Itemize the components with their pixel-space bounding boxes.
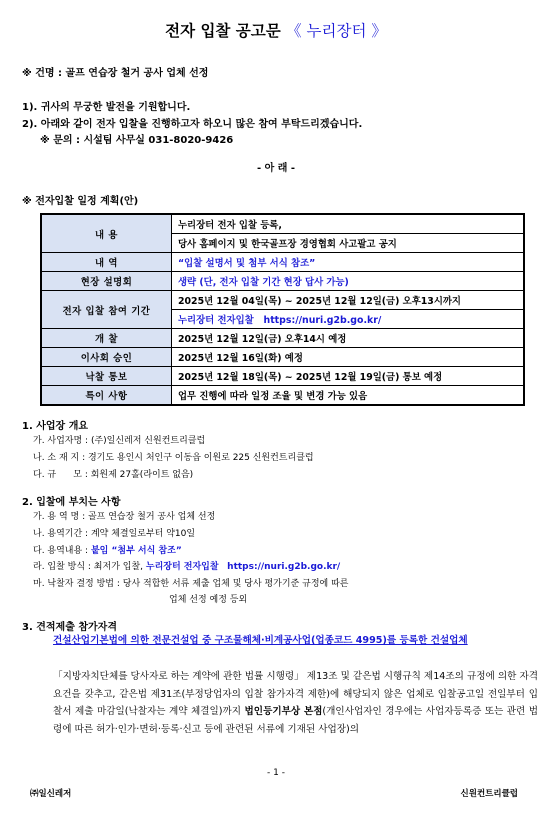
footer-company: ㈜일신레저: [30, 789, 72, 799]
period-line-1: 2025년 12월 04일(목) ~ 2025년 12월 12일(금) 오후13시까지: [172, 291, 525, 310]
section1-item-location: 나. 소 재 지 : 경기도 용인시 처인구 이동읍 이원로 225 신원컨트리클럽: [33, 453, 314, 463]
content-prefix: 다. 용역내용 :: [33, 546, 91, 556]
board-label: 이사회 승인: [41, 348, 172, 367]
notice-value: 2025년 12월 18일(목) ~ 2025년 12월 19일(금) 통보 예정: [172, 367, 525, 386]
title-accent: 《 누리장터 》: [286, 22, 387, 40]
case-name: ※ 건명 : 골프 연습장 철거 공사 업체 선정: [22, 68, 209, 79]
page-number: - 1 -: [267, 768, 285, 778]
content-line-2: 당사 홈페이지 및 한국골프장 경영협회 사고팔고 공지: [172, 234, 525, 253]
paragraph-part-2: (개인사업자인 경우에는 사업자등록증 또는 관련 법령에 따른 허가·인가·면허·등록·신고 등에 관련된 서류에 기재된 사업장)의: [53, 706, 539, 735]
table-row: [41, 386, 524, 406]
table-row: [41, 329, 524, 348]
nuri-label: 누리장터 전자입찰: [178, 315, 254, 326]
qualification-requirement: 건설산업기본법에 의한 전문건설업 중 구조물해체·비계공사업(업종코드 4995)를 등록한 건설업체: [53, 635, 468, 646]
table-row: [41, 348, 524, 367]
content-attachment: 붙임 “첨부 서식 참조”: [90, 546, 182, 556]
opening-value: 2025년 12월 12일(금) 오후14시 예정: [172, 329, 525, 348]
paragraph-part-1: 「지방자치단체를 당사자로 하는 계약에 관한 법률 시행령」 제13조 및 같은법 시행규칙 제14조의 규정에 의한 자격요건을 갖추고, 같은법 제31조(부정당업자의 입찰 참가자격 제한)에 해당되지 않은 업체로 입찰공고일 전일부터 입찰서 제출 마감일(낙찰자는 계약 체결일)까지: [53, 671, 538, 718]
special-label: 특이 사항: [41, 386, 172, 406]
section1-heading: 1. 사업장 개요: [22, 421, 89, 432]
footer-club: 신원컨트리클럽: [460, 789, 518, 799]
section2-item-method: [33, 559, 340, 572]
nuri-link[interactable]: https://nuri.g2b.go.kr/: [263, 315, 382, 326]
table-row: [41, 214, 524, 234]
content-line-1: 누리장터 전자 입찰 등록,: [172, 214, 525, 234]
section3-heading: 3. 견적제출 참가자격: [22, 622, 117, 633]
section2-item-decision-1: 마. 낙찰자 결정 방법 : 당사 적합한 서류 제출 업체 및 당사 평가기준 규정에 따른: [33, 579, 349, 589]
paragraph-bold: 법인등기부상 본점: [244, 706, 323, 718]
section2-item-content: [33, 543, 182, 556]
table-row: [41, 291, 524, 310]
site-label: 현장 설명회: [41, 272, 172, 291]
task-value: “입찰 설명서 및 첨부 서식 참조”: [172, 253, 525, 272]
section1-item-scale: 다. 규 모 : 회원제 27홀(라이트 없음): [33, 470, 194, 480]
section2-item-period: 나. 용역기간 : 계약 체결일로부터 약10일: [33, 529, 196, 539]
section1-item-name: 가. 사업자명 : (주)일신레저 신원컨트리클럽: [33, 436, 206, 446]
schedule-table: [40, 213, 525, 406]
table-row: [41, 253, 524, 272]
qualification-paragraph: [53, 668, 538, 738]
table-row: [41, 272, 524, 291]
content-label: 내 용: [41, 214, 172, 253]
method-nuri: 누리장터 전자입찰: [145, 562, 219, 572]
title-main: 전자 입찰 공고문: [165, 22, 281, 40]
greeting-1: 1). 귀사의 무궁한 발전을 기원합니다.: [22, 102, 191, 113]
period-label: 전자 입찰 참여 기간: [41, 291, 172, 329]
method-url-link[interactable]: https://nuri.g2b.go.kr/: [227, 562, 341, 572]
task-label: 내 역: [41, 253, 172, 272]
method-prefix: 라. 입찰 방식 : 최저가 입찰,: [33, 562, 146, 572]
section2-heading: 2. 입찰에 부치는 사항: [22, 497, 121, 508]
greeting-2: 2). 아래와 같이 전자 입찰을 진행하고자 하오니 많은 참여 부탁드리겠습니다.: [22, 119, 363, 130]
document-title: [0, 19, 552, 41]
board-value: 2025년 12월 16일(화) 예정: [172, 348, 525, 367]
site-value: 생략 (단, 전자 입찰 기간 현장 답사 가능): [172, 272, 525, 291]
inquiry-line: ※ 문의 : 시설팀 사무실 031-8020-9426: [40, 135, 234, 146]
special-value: 업무 진행에 따라 일정 조율 및 변경 가능 있음: [172, 386, 525, 406]
period-line-2: [172, 310, 525, 329]
opening-label: 개 찰: [41, 329, 172, 348]
below-marker: - 아 래 -: [256, 163, 296, 174]
table-row: [41, 367, 524, 386]
schedule-heading: ※ 전자입찰 일정 계획(안): [22, 196, 139, 207]
notice-label: 낙찰 통보: [41, 367, 172, 386]
section2-item-decision-2: 업체 선정 예정 등외: [169, 595, 248, 605]
section2-item-service: 가. 용 역 명 : 골프 연습장 철거 공사 업체 선정: [33, 512, 216, 522]
